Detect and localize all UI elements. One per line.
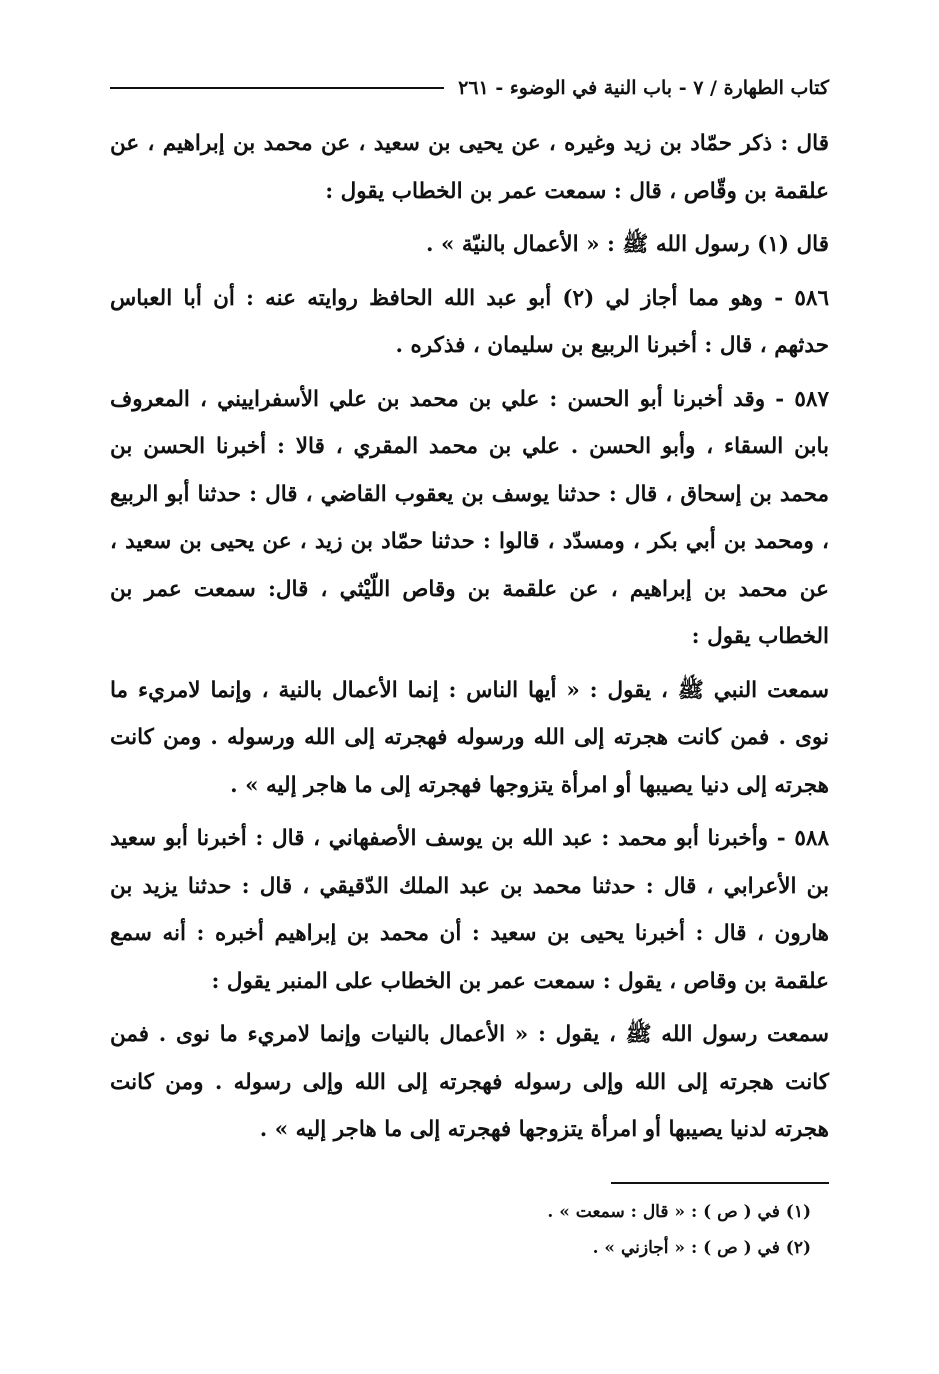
footnote-rule — [611, 1182, 829, 1184]
paragraph-588: ٥٨٨ - وأخبرنا أبو محمد : عبد الله بن يوسف الأصفهاني ، قال : أخبرنا أبو سعيد بن الأعرابي ، قال : حدثنا محمد بن عبد الملك الدّقيقي ، قال : حدثنا يزيد بن هارون ، قال : أخبرنا يحيى بن سعيد : أن محمد بن إبراهيم أخبره : أنه سمع علقمة بن وقاص ، يقول : سمعت عمر بن الخطاب على المنبر يقول : — [110, 826, 829, 994]
paragraph-587: ٥٨٧ - وقد أخبرنا أبو الحسن : علي بن محمد بن علي الأسفراييني ، المعروف بابن السقاء ، وأبو الحسن . علي بن محمد المقري ، قالا : أخبرنا الحسن بن محمد بن إسحاق ، قال : حدثنا يوسف بن يعقوب القاضي ، قال : حدثنا أبو الربيع ، ومحمد بن أبي بكر ، ومسدّد ، قالوا : حدثنا حمّاد بن زيد ، عن يحيى بن سعيد ، عن محمد بن إبراهيم ، عن علقمة بن وقاص اللّيْثي ، قال: سمعت عمر بن الخطاب يقول : — [110, 386, 829, 649]
paragraph-586: ٥٨٦ - وهو مما أجاز لي (٢) أبو عبد الله الحافظ روايته عنه : أن أبا العباس حدثهم ، قال : أخبرنا الربيع بن سليمان ، فذكره . — [110, 285, 830, 358]
paragraph-hadith-3: سمعت رسول الله ﷺ ، يقول : « الأعمال بالنيات وإنما لامريء ما نوى . فمن كانت هجرته إلى الله وإلى رسوله فهجرته إلى الله وإلى رسوله . ومن كانت هجرته لدنيا يصيبها أو امرأة يتزوجها فهجرته إلى ما هاجر إليه » . — [110, 1022, 829, 1142]
footnote-2: (٢) في ( ص ) : « أجازني » . — [592, 1238, 811, 1258]
running-header — [110, 70, 829, 106]
header-rule — [110, 87, 444, 89]
paragraph-isnad-1: قال : ذكر حمّاد بن زيد وغيره ، عن يحيى بن سعيد ، عن محمد بن إبراهيم ، عن علقمة بن وقّاص ، قال : سمعت عمر بن الخطاب يقول : — [110, 131, 829, 204]
footnotes — [110, 1194, 811, 1266]
running-header-title: كتاب الطهارة / ٧ - باب النية في الوضوء - ٢٦١ — [458, 77, 829, 99]
paragraph-hadith-1: قال (١) رسول الله ﷺ : « الأعمال بالنيّة » . — [425, 232, 829, 257]
paragraph-hadith-2: سمعت النبي ﷺ ، يقول : « أيها الناس : إنما الأعمال بالنية ، وإنما لامريء ما نوى . فمن كانت هجرته إلى الله ورسوله فهجرته إلى الله ورسوله . ومن كانت هجرته إلى دنيا يصيبها أو امرأة يتزوجها فهجرته إلى ما هاجر إليه » . — [110, 677, 829, 798]
main-text — [110, 120, 829, 1160]
footnote-1: (١) في ( ص ) : « قال : سمعت » . — [547, 1202, 811, 1222]
